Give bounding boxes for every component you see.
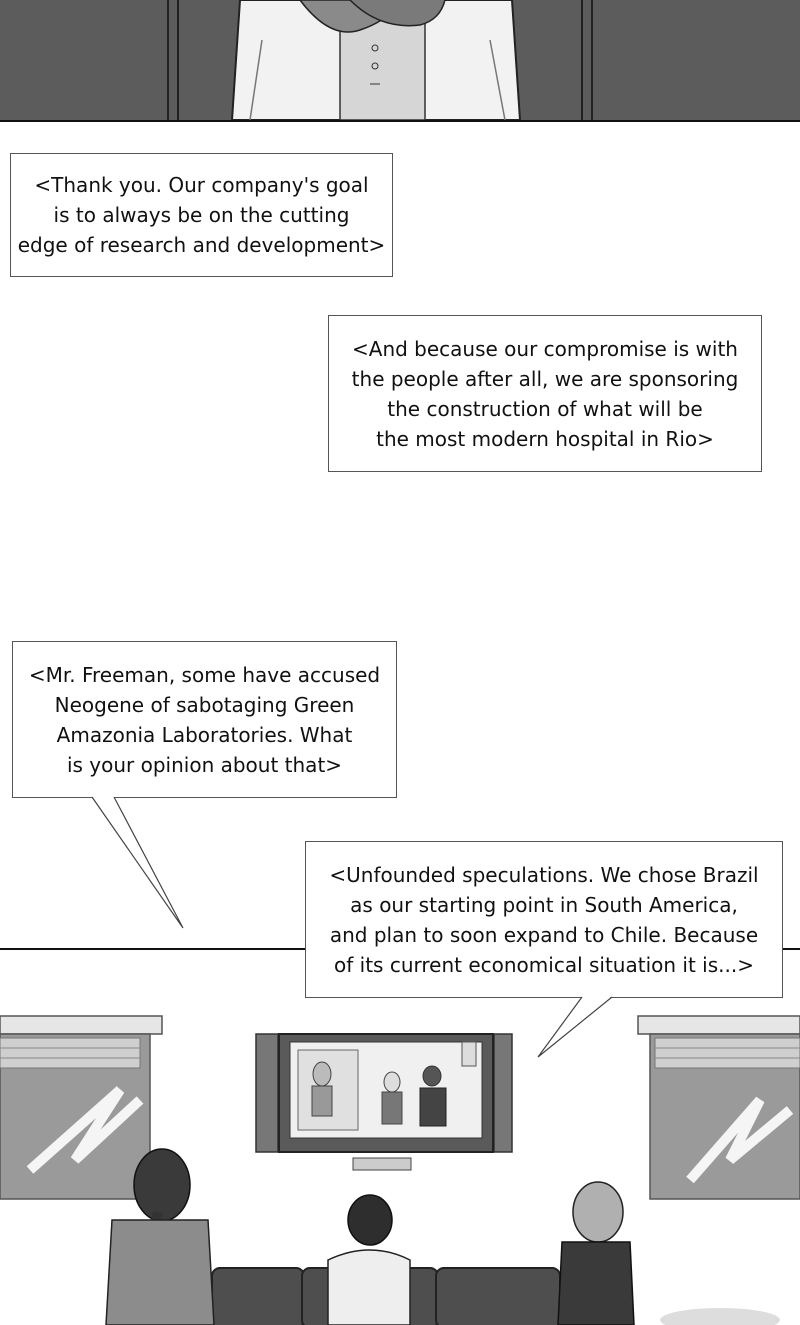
caption-1-line-3: edge of research and development> — [17, 233, 386, 257]
caption-1-line-2: is to always be on the cutting — [53, 203, 350, 227]
caption-4-line-1: <Unfounded speculations. We chose Brazil — [329, 862, 759, 887]
caption-4-line-4: of its current economical situation it is...> — [334, 952, 754, 977]
caption-3-line-4: is your opinion about that> — [66, 752, 343, 777]
living-room-illustration — [0, 950, 800, 1325]
caption-box-4 — [305, 841, 783, 998]
caption-1-line-1: <Thank you. Our company's goal — [34, 173, 369, 197]
caption-box-2 — [328, 315, 762, 472]
caption-3-line-2: Neogene of sabotaging Green — [54, 692, 355, 717]
caption-3-line-1: <Mr. Freeman, some have accused — [28, 662, 381, 687]
caption-box-3 — [12, 641, 397, 798]
caption-box-1 — [10, 153, 393, 277]
caption-4-line-3: and plan to soon expand to Chile. Because — [329, 922, 759, 947]
caption-2-line-2: the people after all, we are sponsoring — [351, 366, 739, 391]
caption-4-line-2: as our starting point in South America, — [350, 892, 738, 917]
caption-3-tail — [92, 796, 183, 928]
caption-2-line-3: the construction of what will be — [387, 396, 703, 421]
caption-2-line-1: <And because our compromise is with — [352, 336, 738, 361]
bottom-comic-panel — [0, 948, 800, 1325]
caption-3-line-3: Amazonia Laboratories. What — [56, 722, 353, 747]
speaker-closeup-illustration — [0, 0, 800, 120]
top-comic-panel — [0, 0, 800, 122]
caption-2-line-4: the most modern hospital in Rio> — [376, 426, 714, 451]
